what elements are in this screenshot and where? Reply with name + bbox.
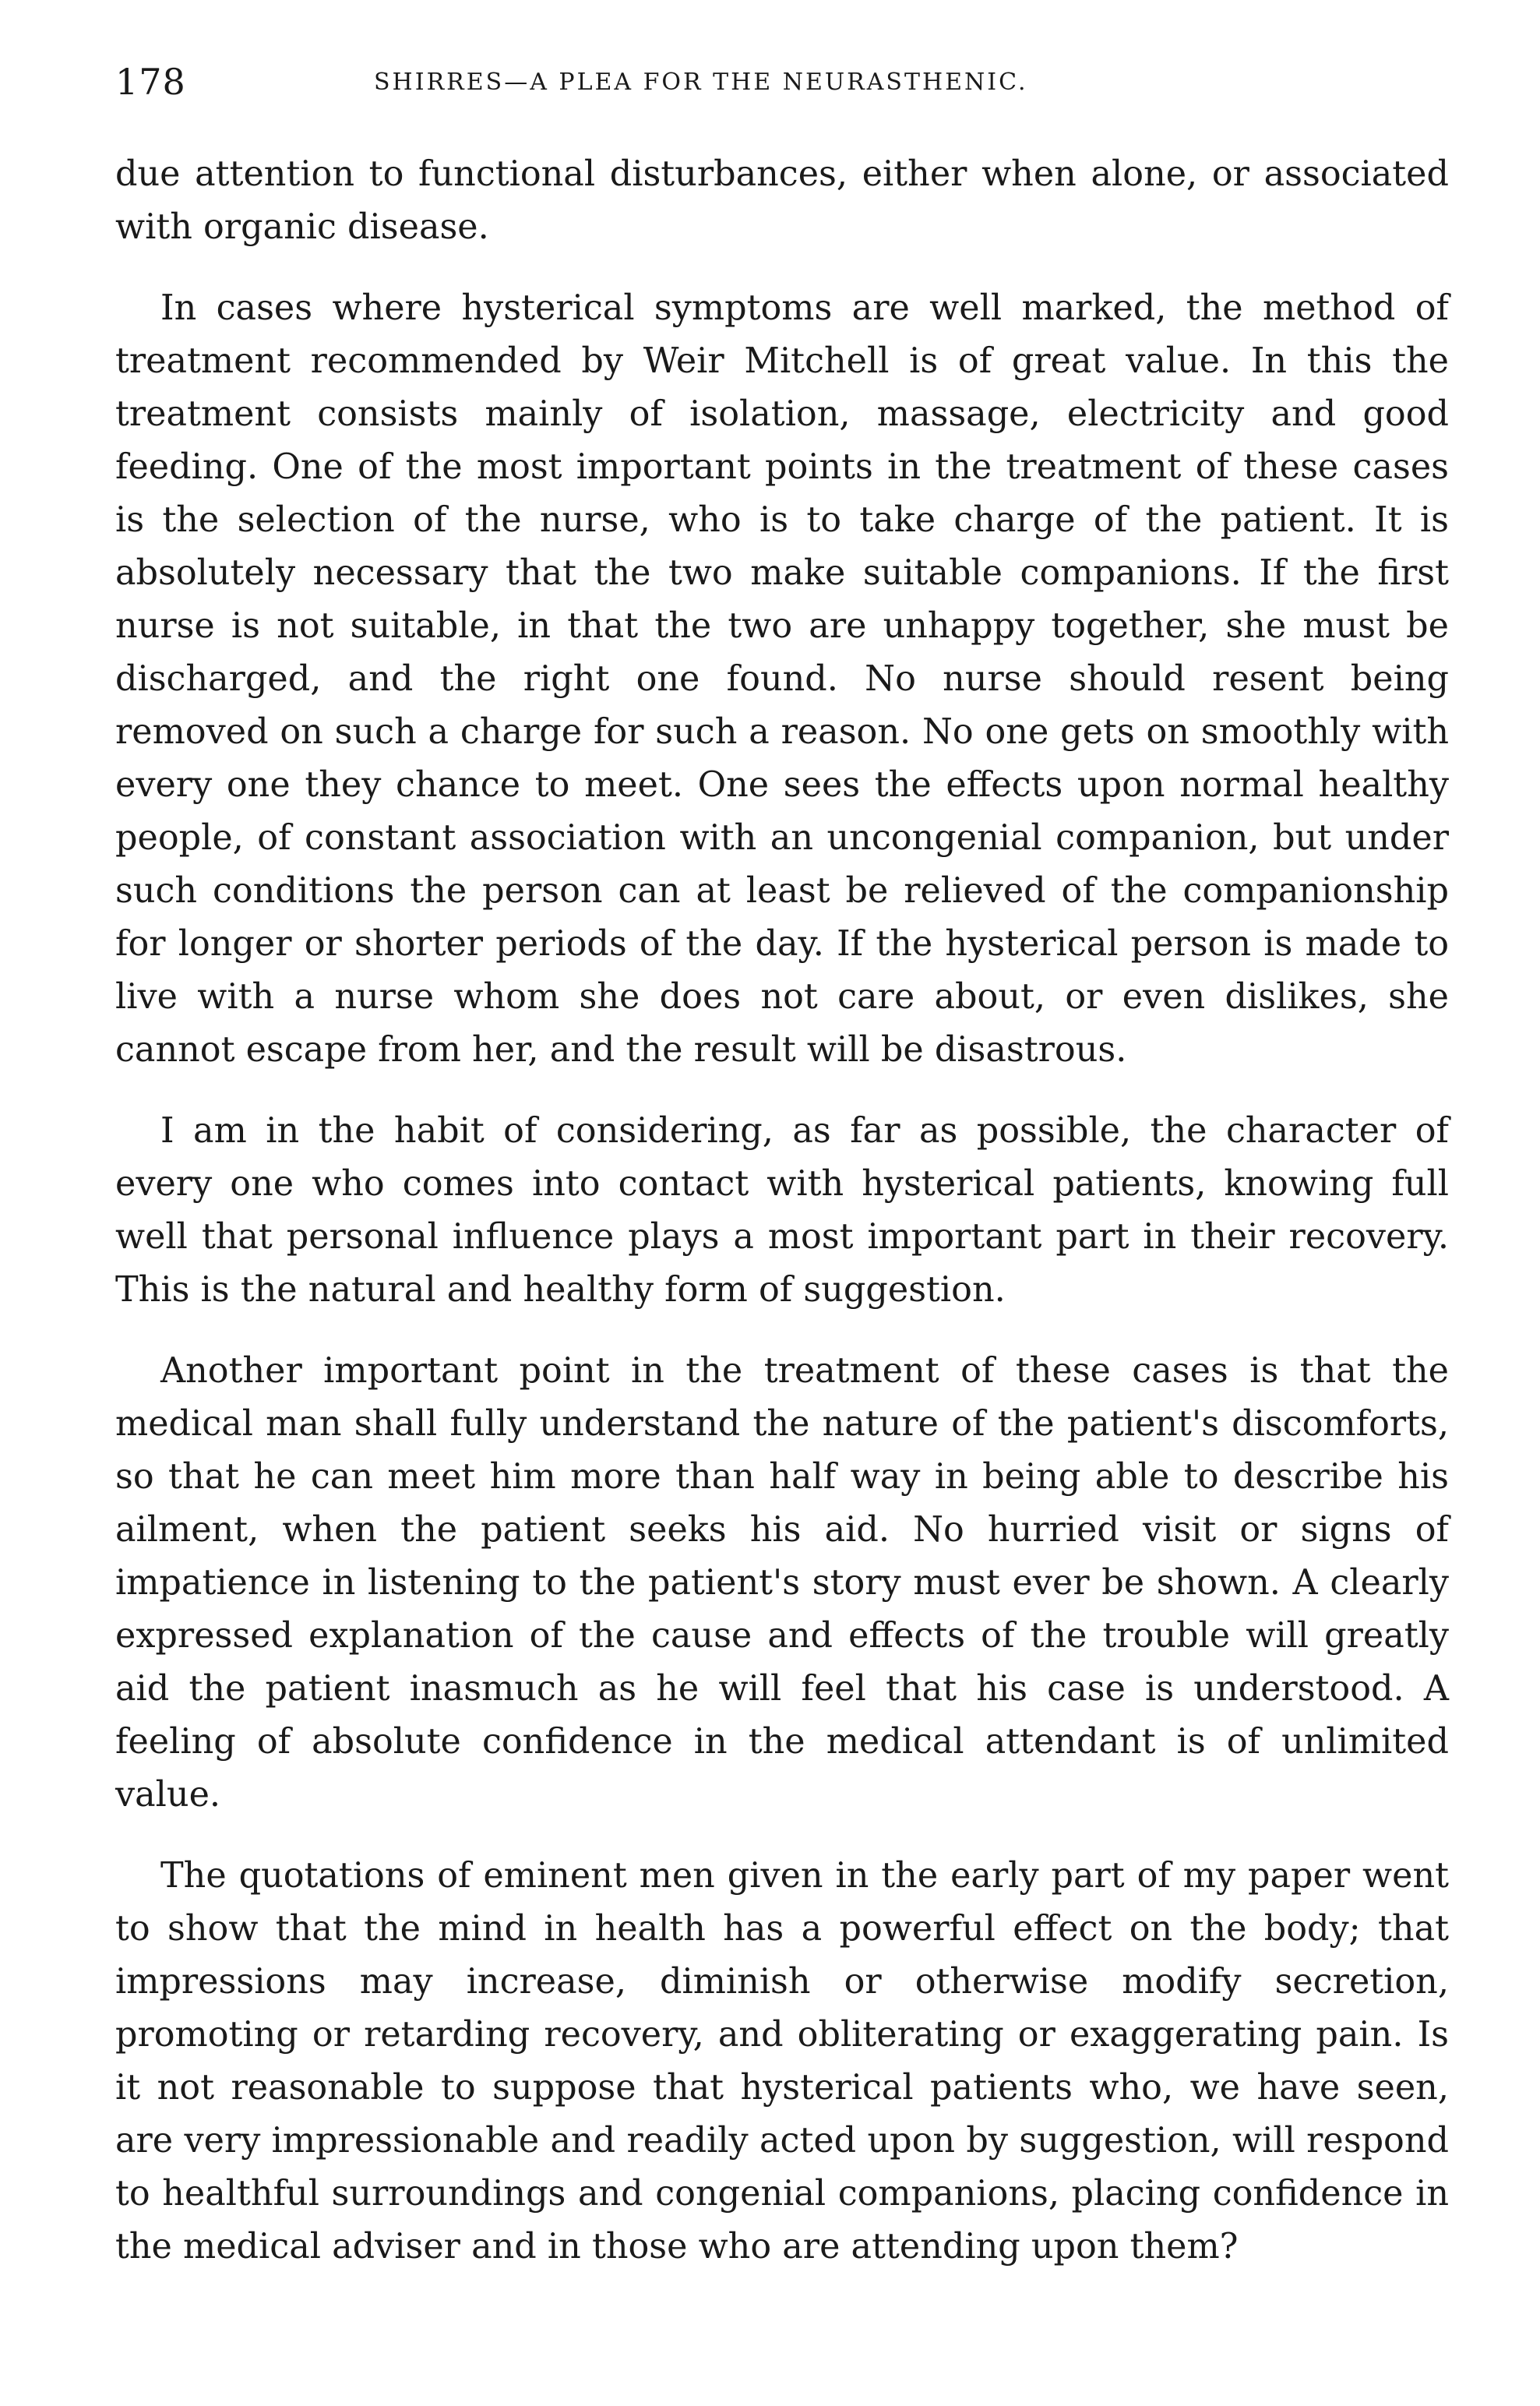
paragraph-continuation: due attention to functional disturbances, either when alone, or associated with organic disease. bbox=[115, 154, 1449, 247]
paragraph-suggestion: I am in the habit of considering, as far as possible, the character of every one who comes into contact with hysterical patients, knowing full well that personal influence plays a most important part in their recovery. This is the natural and healthy form of suggestion. bbox=[115, 1111, 1449, 1310]
body-text bbox=[115, 148, 1449, 2274]
paragraph-weir-mitchell: In cases where hysterical symptoms are well marked, the method of treatment recommended by Weir Mitchell is of great value. In this the treatment consists mainly of isolation, massage, electricity and good feeding. One of the most important points in the treatment of these cases is the selection of the nurse, who is to take charge of the patient. It is absolutely necessary that the two make suitable companions. If the first nurse is not suitable, in that the two are unhappy together, she must be discharged, and the right one found. No nurse should resent being removed on such a charge for such a reason. No one gets on smoothly with every one they chance to meet. One sees the effects upon normal healthy people, of constant association with an uncongenial companion, but under such conditions the person can at least be relieved of the companionship for longer or shorter periods of the day. If the hysterical person is made to live with a nurse whom she does not care about, or even dislikes, she cannot escape from her, and the result will be disastrous. bbox=[115, 288, 1449, 1070]
running-title: SHIRRES—A PLEA FOR THE NEURASTHENIC. bbox=[374, 69, 1028, 96]
page-header bbox=[115, 61, 1471, 115]
paragraph-medical-man: Another important point in the treatment of these cases is that the medical man shall fully understand the nature of the patient's discomforts, so that he can meet him more than half way in being able to describe his ailment, when the patient seeks his aid. No hurried visit or signs of impatience in listening to the patient's story must ever be shown. A clearly expressed explanation of the cause and effects of the trouble will greatly aid the patient inasmuch as he will feel that his case is understood. A feeling of absolute confidence in the medical attendant is of unlimited value. bbox=[115, 1351, 1449, 1815]
page-number: 178 bbox=[115, 61, 186, 103]
paragraph-quotations: The quotations of eminent men given in the early part of my paper went to show that the mind in health has a powerful effect on the body; that impressions may increase, diminish or otherwise modify secretion, promoting or retarding recovery, and obliterating or exaggerating pain. Is it not reasonable to suppose that hysterical patients who, we have seen, are very impressionable and readily acted upon by suggestion, will respond to healthful surroundings and congenial companions, placing confidence in the medical adviser and in those who are attending upon them? bbox=[115, 1856, 1449, 2267]
